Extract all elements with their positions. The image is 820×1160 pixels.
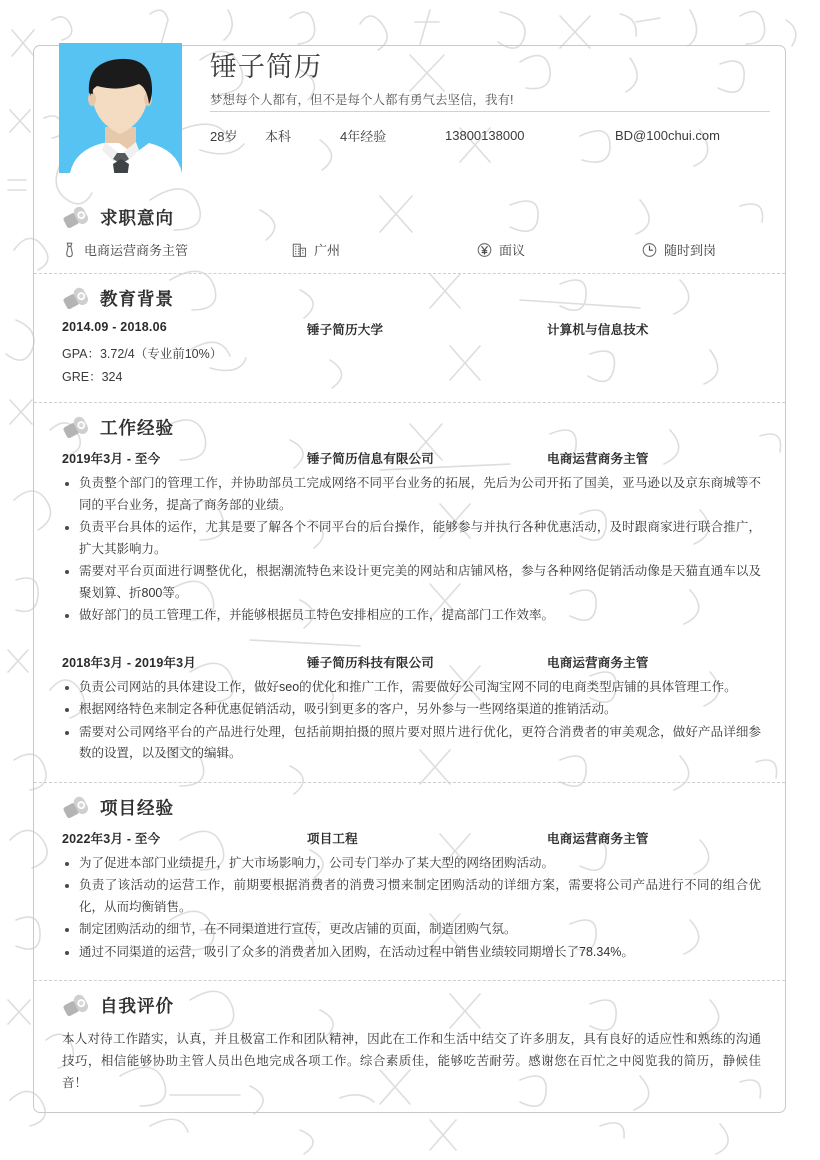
intent-city-label: 广州 [314,243,341,258]
clock-icon [642,242,657,258]
slogan: 梦想每个人都有，但不是每个人都有勇气去坚信，我有! [210,93,514,107]
section-self-evaluation [34,981,785,1105]
project-bullets [62,851,761,967]
project-role: 电商运营商务主管 [547,831,649,846]
education-gre: GRE：324 [62,370,123,384]
meta-phone: 13800138000 [445,127,525,143]
section-project-experience [34,783,785,981]
work-period: 2019年3月 - 至今 [62,452,161,466]
header-divider [210,111,770,112]
list-item: 做好部门的员工管理工作，并能够根据员工特色安排相应的工作，提高部门工作效率。 [62,605,761,627]
meta-age: 28岁 [210,128,238,144]
building-icon [292,242,307,258]
work-entry [34,641,785,782]
header-meta-row [210,120,780,150]
torch-icon [61,994,91,1018]
avatar [59,43,182,173]
self-evaluation-text: 本人对待工作踏实，认真，并且极富工作和团队精神，因此在工作和生活中结交了许多朋友，具有良好的适应性和熟练的沟通技巧，相信能够协助主管人员出色地完成各项工作。综合素质佳，能够吃苦耐劳。感谢您在百忙之中阅览我的简历，静候佳音！ [62,1032,761,1090]
torch-icon [61,796,91,820]
section-header [34,274,785,319]
work-company: 锤子简历科技有限公司 [307,655,435,670]
intent-salary-label: 面议 [499,243,526,258]
section-title: 求职意向 [100,208,174,228]
project-record [62,828,761,851]
torch-icon [61,206,91,230]
intent-position [62,240,292,259]
section-education [34,274,785,402]
section-header [34,193,785,238]
list-item: 负责公司网站的具体建设工作，做好seo的优化和推广工作，需要做好公司淘宝网不同的电商类型店铺的具体管理工作。 [62,677,761,699]
list-item: 制定团购活动的细节，在不同渠道进行宣传，更改店铺的页面，制造团购气氛。 [62,919,761,941]
work-entry [34,448,785,641]
intent-position-label: 电商运营商务主管 [84,243,189,258]
list-item: 负责平台具体的运作，尤其是要了解各个不同平台的后台操作，能够参与并执行各种优惠活动，及时跟商家进行联合推广，扩大其影响力。 [62,517,761,560]
section-header [34,403,785,448]
resume-header [34,46,785,193]
necktie-icon [62,242,77,258]
list-item: 需要对公司网络平台的产品进行处理，包括前期拍摄的照片要对照片进行优化，更符合消费者的审美观念，做好产品详细参数的设置，以及图文的编辑。 [62,722,761,765]
intent-availability [642,240,716,259]
meta-education: 本科 [265,128,292,144]
work-company: 锤子简历信息有限公司 [307,452,435,466]
section-header [34,981,785,1026]
page-title: 锤子简历 [210,52,322,82]
project-period: 2022年3月 - 至今 [62,831,161,846]
job-intention-row [34,238,785,273]
resume-page [33,45,786,1113]
intent-city [292,240,477,259]
torch-icon [61,416,91,440]
intent-availability-label: 随时到岗 [664,243,717,258]
name-block [210,44,770,110]
torch-icon [61,287,91,311]
section-header [34,783,785,828]
yuan-icon [477,242,492,258]
work-role: 电商运营商务主管 [547,452,649,466]
list-item: 负责了该活动的运营工作，前期要根据消费者的消费习惯来制定团购活动的详细方案，需要将公司产品进行不同的组合优化，从而均衡销售。 [62,875,761,918]
education-period: 2014.09 - 2018.06 [62,320,167,334]
list-item: 负责整个部门的管理工作，并协助部员工完成网络不同平台业务的拓展，先后为公司开拓了国美，亚马逊以及京东商城等不同的平台业务，提高了商务部的业绩。 [62,473,761,516]
work-record [62,652,761,675]
section-work-experience [34,403,785,782]
list-item: 需要对平台页面进行调整优化，根据潮流特色来设计更完美的网站和店铺风格，参与各种网络促销活动像是天猫直通车以及聚划算、折800等。 [62,561,761,604]
work-role: 电商运营商务主管 [547,655,649,670]
project-name: 项目工程 [307,831,358,846]
section-title: 自我评价 [100,996,174,1016]
section-title: 教育背景 [100,289,174,309]
list-item: 根据网络特色来制定各种优惠促销活动，吸引到更多的客户，另外参与一些网络渠道的推销活动。 [62,699,761,721]
intent-salary [477,240,642,259]
section-job-intention [34,193,785,273]
meta-email: BD@100chui.com [615,127,720,143]
work-period: 2018年3月 - 2019年3月 [62,655,197,670]
project-entry [34,828,785,981]
section-title: 工作经验 [100,418,174,438]
education-school: 锤子简历大学 [307,323,384,337]
work-bullets [62,675,761,768]
work-bullets [62,471,761,630]
section-title: 项目经验 [100,797,174,818]
list-item: 为了促进本部门业绩提升，扩大市场影响力，公司专门举办了某大型的网络团购活动。 [62,853,761,875]
education-major: 计算机与信息技术 [547,323,649,337]
education-gpa: GPA：3.72/4（专业前10%） [62,347,223,361]
education-record [62,319,761,342]
education-body [34,319,785,402]
work-record [62,448,761,471]
self-evaluation-body [34,1026,785,1105]
list-item: 通过不同渠道的运营，吸引了众多的消费者加入团购，在活动过程中销售业绩较同期增长了78.34%。 [62,942,761,964]
meta-experience: 4年经验 [340,128,387,144]
